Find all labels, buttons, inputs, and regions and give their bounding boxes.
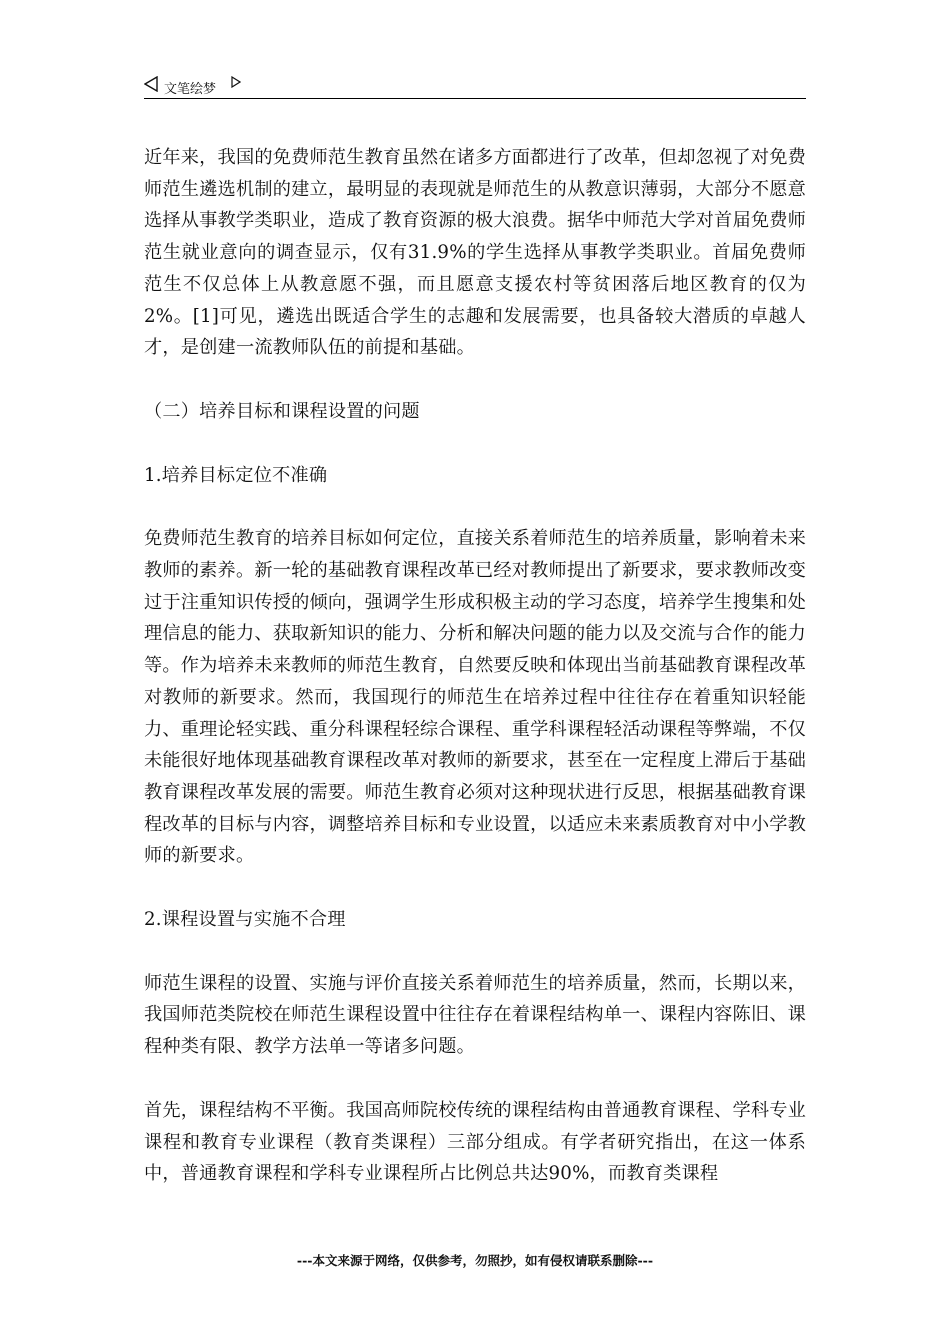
subsection-heading-2: 2.课程设置与实施不合理 — [144, 909, 346, 931]
right-triangle-icon — [231, 76, 241, 92]
footer-notice: ---本文来源于网络，仅供参考，勿照抄，如有侵权请联系删除--- — [296, 1253, 654, 1268]
paragraph-curriculum: 师范生课程的设置、实施与评价直接关系着师范生的培养质量，然而，长期以来，我国师范类院校在师范生课程设置中往往存在着课程结构单一、课程内容陈旧、课程种类有限、教学方法单一等诸多问题。 — [144, 972, 806, 1058]
paragraph-intro: 近年来，我国的免费师范生教育虽然在诸多方面都进行了改革，但却忽视了对免费师范生遴选机制的建立，最明显的表现就是师范生的从教意识薄弱，大部分不愿意选择从事教学类职业，造成了教育资源的极大浪费。据华中师范大学对首届免费师范生就业意向的调查显示，仅有31.9%的学生选择从事教学类职业。首届免费师范生不仅总体上从教意愿不强，而且愿意支援农村等贫困落后地区教育的仅为2%。[1]可见，遴选出既适合学生的志趣和发展需要，也具备较大潜质的卓越人才，是创建一流教师队伍的前提和基础。 — [144, 147, 806, 359]
header-brand: 文笔绘梦 — [164, 82, 217, 97]
document-body — [144, 142, 806, 1222]
paragraph-curriculum-structure: 首先，课程结构不平衡。我国高师院校传统的课程结构由普通教育课程、学科专业课程和教育专业课程（教育类课程）三部分组成。有学者研究指出，在这一体系中，普通教育课程和学科专业课程所占比例总共达90%，而教育类课程 — [144, 1099, 806, 1185]
page-header — [144, 74, 806, 99]
subsection-heading-1: 1.培养目标定位不准确 — [144, 464, 328, 486]
section-heading: （二）培养目标和课程设置的问题 — [144, 400, 420, 422]
paragraph-training-goals: 免费师范生教育的培养目标如何定位，直接关系着师范生的培养质量，影响着未来教师的素养。新一轮的基础教育课程改革已经对教师提出了新要求，要求教师改变过于注重知识传授的倾向，强调学生形成积极主动的学习态度，培养学生搜集和处理信息的能力、获取新知识的能力、分析和解决问题的能力以及交流与合作的能力等。作为培养未来教师的师范生教育，自然要反映和体现出当前基础教育课程改革对教师的新要求。然而，我国现行的师范生在培养过程中往往存在着重知识轻能力、重理论轻实践、重分科课程轻综合课程、重学科课程轻活动课程等弊端，不仅未能很好地体现基础教育课程改革对教师的新要求，甚至在一定程度上滞后于基础教育课程改革发展的需要。师范生教育必须对这种现状进行反思，根据基础教育课程改革的目标与内容，调整培养目标和专业设置，以适应未来素质教育对中小学教师的新要求。 — [144, 528, 806, 867]
left-triangle-icon — [144, 76, 158, 96]
